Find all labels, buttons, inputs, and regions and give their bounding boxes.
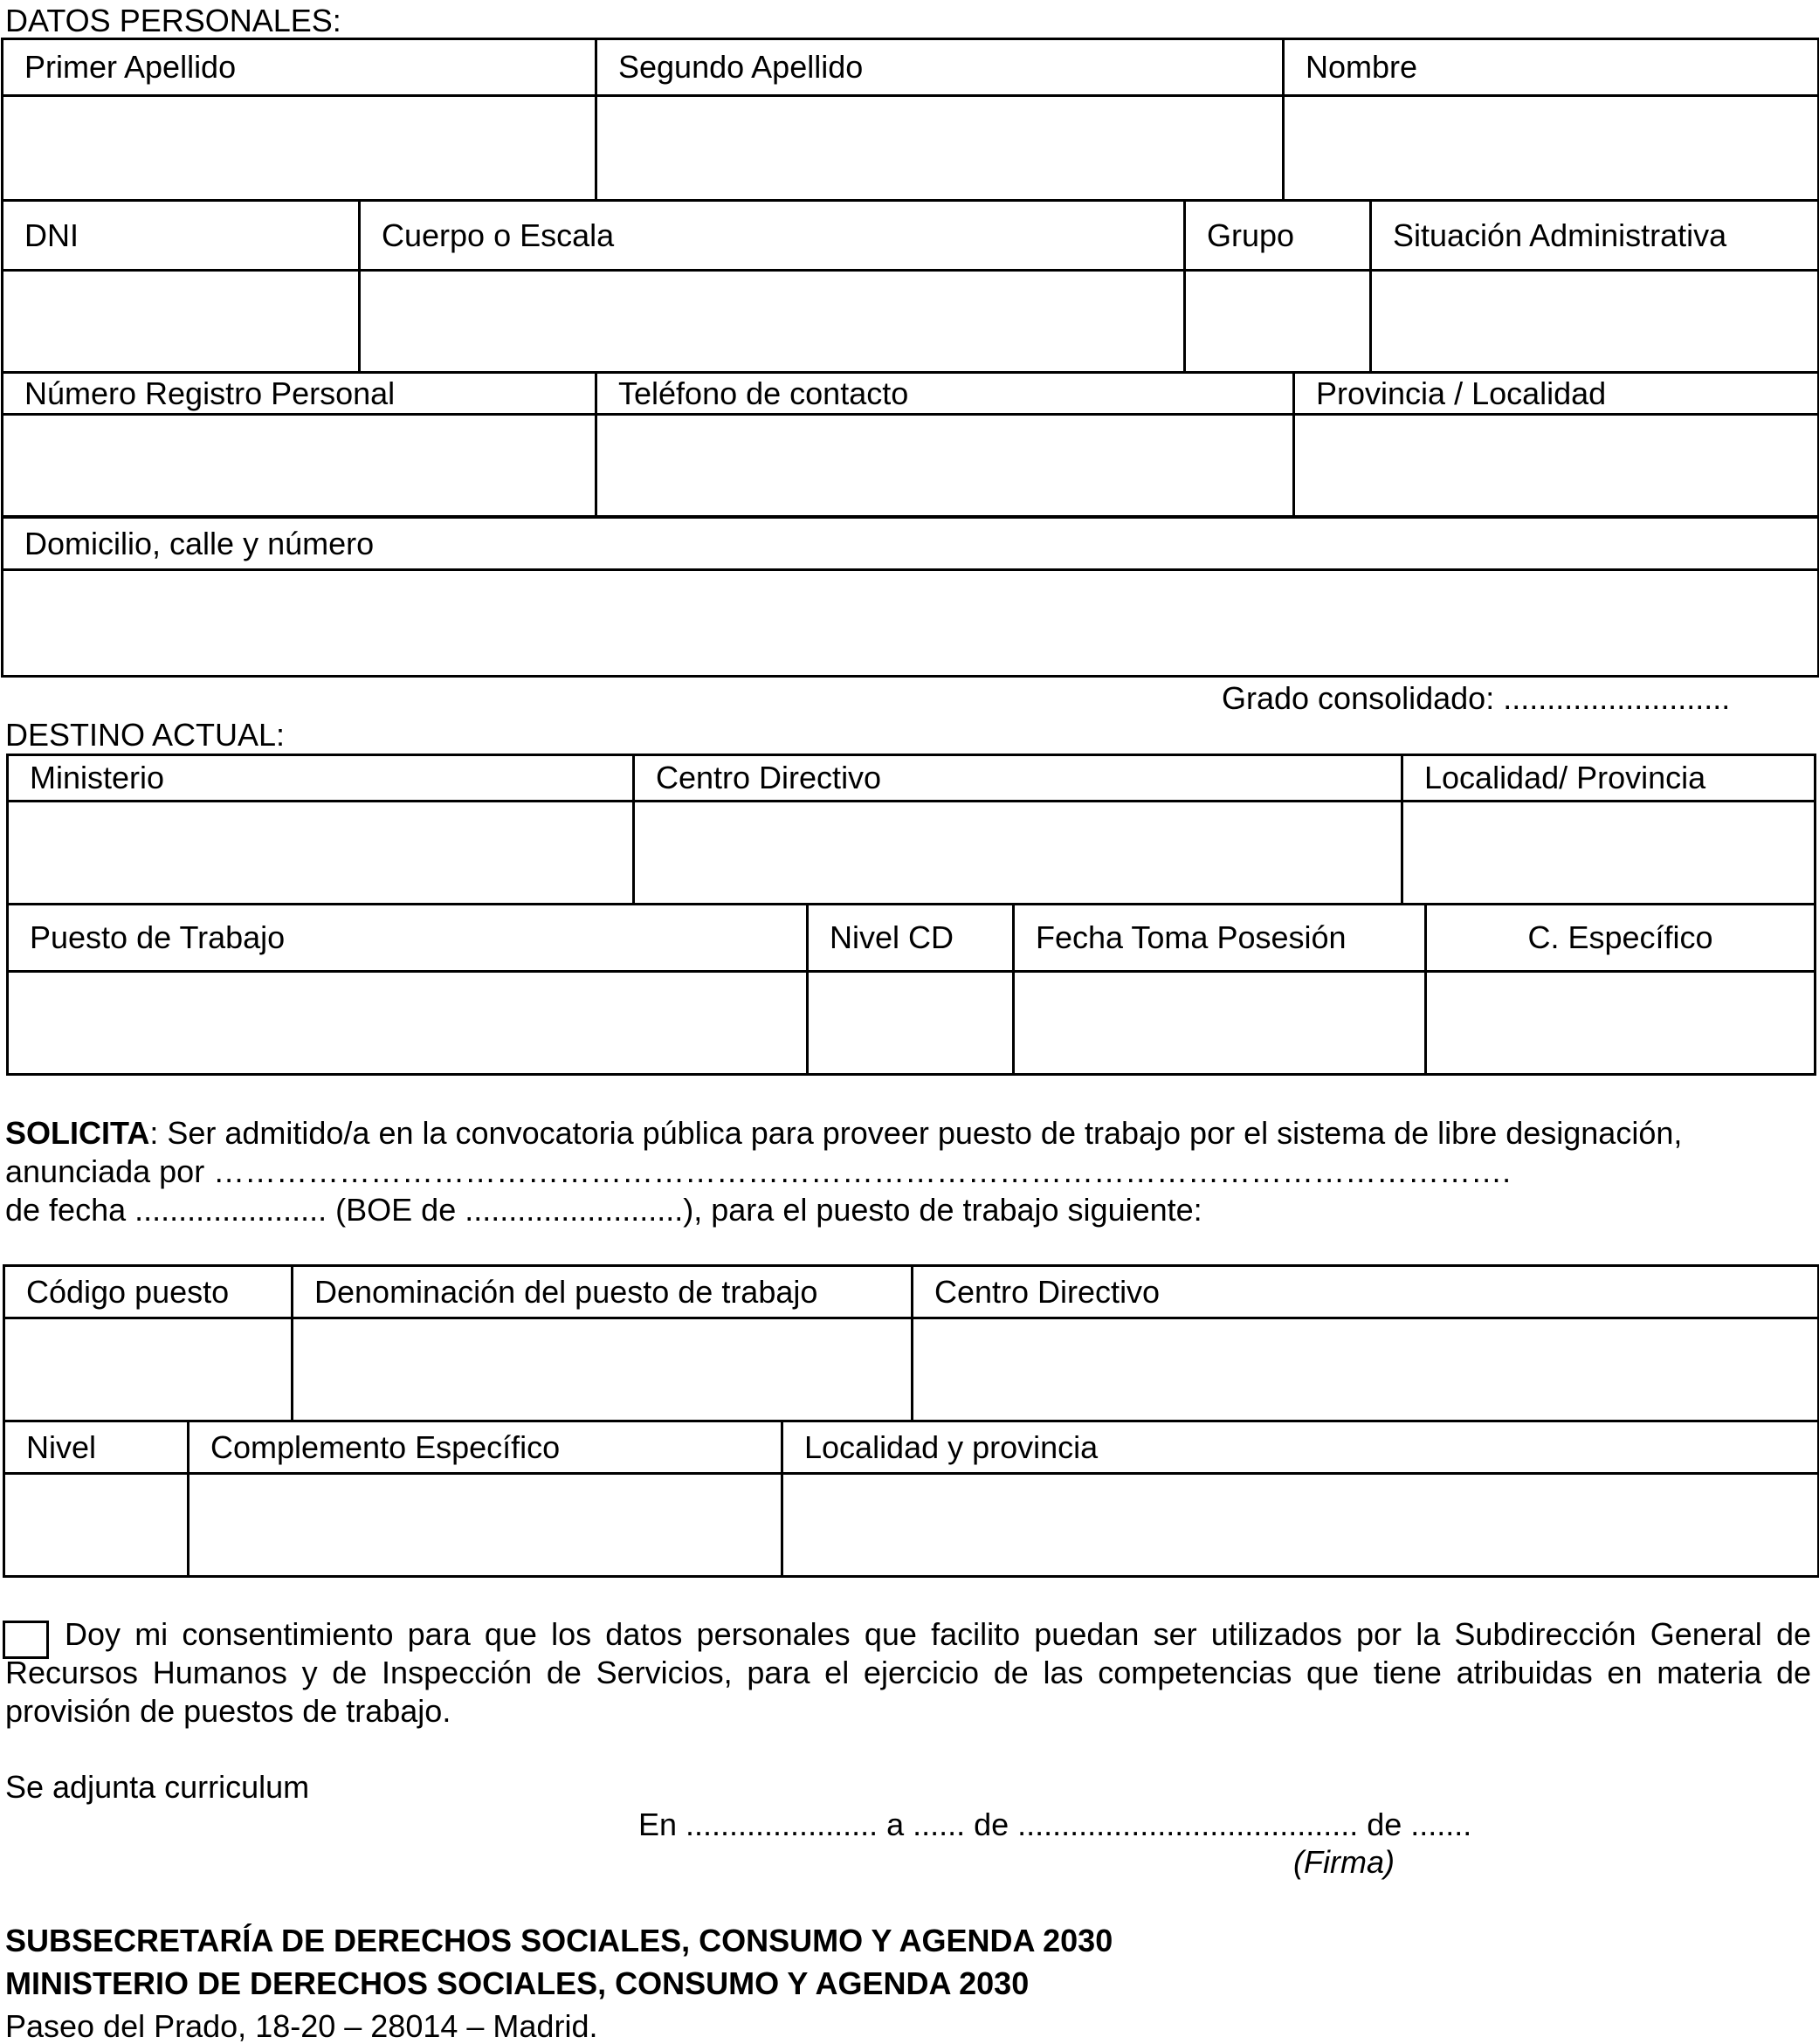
lugar-fecha-text: En ...................... a ...... de ....................................... de ....... [638, 1807, 1472, 1842]
nombre-field[interactable] [1284, 96, 1819, 201]
firma-label: (Firma) [1293, 1844, 1395, 1880]
codigo-puesto-field[interactable] [4, 1318, 293, 1421]
dni-label: DNI [3, 201, 360, 271]
solicita-line3: de fecha ...................... (BOE de .........................), para el puesto de trabajo siguiente: [5, 1192, 1202, 1228]
c-especifico-field[interactable] [1426, 972, 1816, 1075]
destinatario-line2: MINISTERIO DE DERECHOS SOCIALES, CONSUMO Y AGENDA 2030 [5, 1965, 1030, 2001]
cuerpo-escala-label: Cuerpo o Escala [360, 201, 1185, 271]
numero-registro-personal-field[interactable] [3, 415, 596, 517]
nivel-cd-label: Nivel CD [808, 905, 1014, 972]
provincia-localidad-field[interactable] [1294, 415, 1819, 517]
centro-directivo-solicitado-field[interactable] [913, 1318, 1819, 1421]
solicita-line2: anunciada por ……………………………………………………………………………………………………………. [5, 1153, 1512, 1189]
destino-actual-heading: DESTINO ACTUAL: [5, 717, 286, 753]
domicilio-field[interactable] [3, 570, 1819, 677]
solicita-paragraph [5, 1114, 1817, 1229]
datos-personales-row2-table [1, 199, 1819, 374]
provincia-localidad-label: Provincia / Localidad [1294, 373, 1819, 415]
codigo-puesto-label: Código puesto [4, 1266, 293, 1318]
telefono-contacto-label: Teléfono de contacto [596, 373, 1294, 415]
nivel-cd-field[interactable] [808, 972, 1014, 1075]
puesto-trabajo-field[interactable] [8, 972, 808, 1075]
segundo-apellido-label: Segundo Apellido [596, 39, 1284, 96]
localidad-provincia-solicitado-field[interactable] [782, 1474, 1819, 1577]
curriculum-text: Se adjunta curriculum [5, 1769, 310, 1805]
datos-personales-heading: DATOS PERSONALES: [5, 3, 341, 38]
denominacion-puesto-label: Denominación del puesto de trabajo [293, 1266, 913, 1318]
ministerio-label: Ministerio [8, 755, 634, 802]
denominacion-puesto-field[interactable] [293, 1318, 913, 1421]
localidad-provincia-solicitado-label: Localidad y provincia [782, 1421, 1819, 1474]
localidad-provincia-actual-field[interactable] [1402, 802, 1816, 905]
situacion-administrativa-field[interactable] [1371, 271, 1819, 373]
destinatario-line3: Paseo del Prado, 18-20 – 28014 – Madrid. [5, 2008, 598, 2044]
nombre-label: Nombre [1284, 39, 1819, 96]
centro-directivo-actual-field[interactable] [634, 802, 1402, 905]
numero-registro-personal-label: Número Registro Personal [3, 373, 596, 415]
grupo-field[interactable] [1185, 271, 1371, 373]
ministerio-field[interactable] [8, 802, 634, 905]
fecha-toma-posesion-field[interactable] [1014, 972, 1426, 1075]
cuerpo-escala-field[interactable] [360, 271, 1185, 373]
puesto-solicitado-row2-table [3, 1420, 1819, 1578]
dni-field[interactable] [3, 271, 360, 373]
complemento-especifico-label: Complemento Específico [189, 1421, 782, 1474]
domicilio-label: Domicilio, calle y número [3, 518, 1819, 570]
consentimiento-text: Doy mi consentimiento para que los datos personales que facilito puedan ser utilizados por la Subdirección General de Recursos Humanos y de Inspección de Servicios, para el ejercicio de las competencias que tiene atribuidas en materia de provisión de puestos de trabajo. [5, 1616, 1811, 1729]
nivel-field[interactable] [4, 1474, 189, 1577]
datos-personales-row4-table [1, 516, 1819, 678]
c-especifico-label: C. Específico [1426, 905, 1816, 972]
solicita-label: SOLICITA [5, 1115, 150, 1151]
puesto-trabajo-label: Puesto de Trabajo [8, 905, 808, 972]
telefono-contacto-field[interactable] [596, 415, 1294, 517]
datos-personales-row1-table [1, 38, 1819, 202]
grado-consolidado: Grado consolidado: .......................... [1222, 680, 1731, 716]
puesto-solicitado-row1-table [3, 1264, 1819, 1422]
segundo-apellido-field[interactable] [596, 96, 1284, 201]
nivel-label: Nivel [4, 1421, 189, 1474]
grupo-label: Grupo [1185, 201, 1371, 271]
destinatario-line1: SUBSECRETARÍA DE DERECHOS SOCIALES, CONSUMO Y AGENDA 2030 [5, 1923, 1113, 1958]
solicita-line1: : Ser admitido/a en la convocatoria pública para proveer puesto de trabajo por el sistema de libre designación, [149, 1115, 1683, 1151]
primer-apellido-label: Primer Apellido [3, 39, 596, 96]
complemento-especifico-field[interactable] [189, 1474, 782, 1577]
datos-personales-row3-table [1, 371, 1819, 518]
fecha-toma-posesion-label: Fecha Toma Posesión [1014, 905, 1426, 972]
destino-actual-row1-table [6, 754, 1816, 905]
situacion-administrativa-label: Situación Administrativa [1371, 201, 1819, 271]
primer-apellido-field[interactable] [3, 96, 596, 201]
destino-actual-row2-table [6, 903, 1816, 1076]
centro-directivo-solicitado-label: Centro Directivo [913, 1266, 1819, 1318]
localidad-provincia-actual-label: Localidad/ Provincia [1402, 755, 1816, 802]
centro-directivo-actual-label: Centro Directivo [634, 755, 1402, 802]
